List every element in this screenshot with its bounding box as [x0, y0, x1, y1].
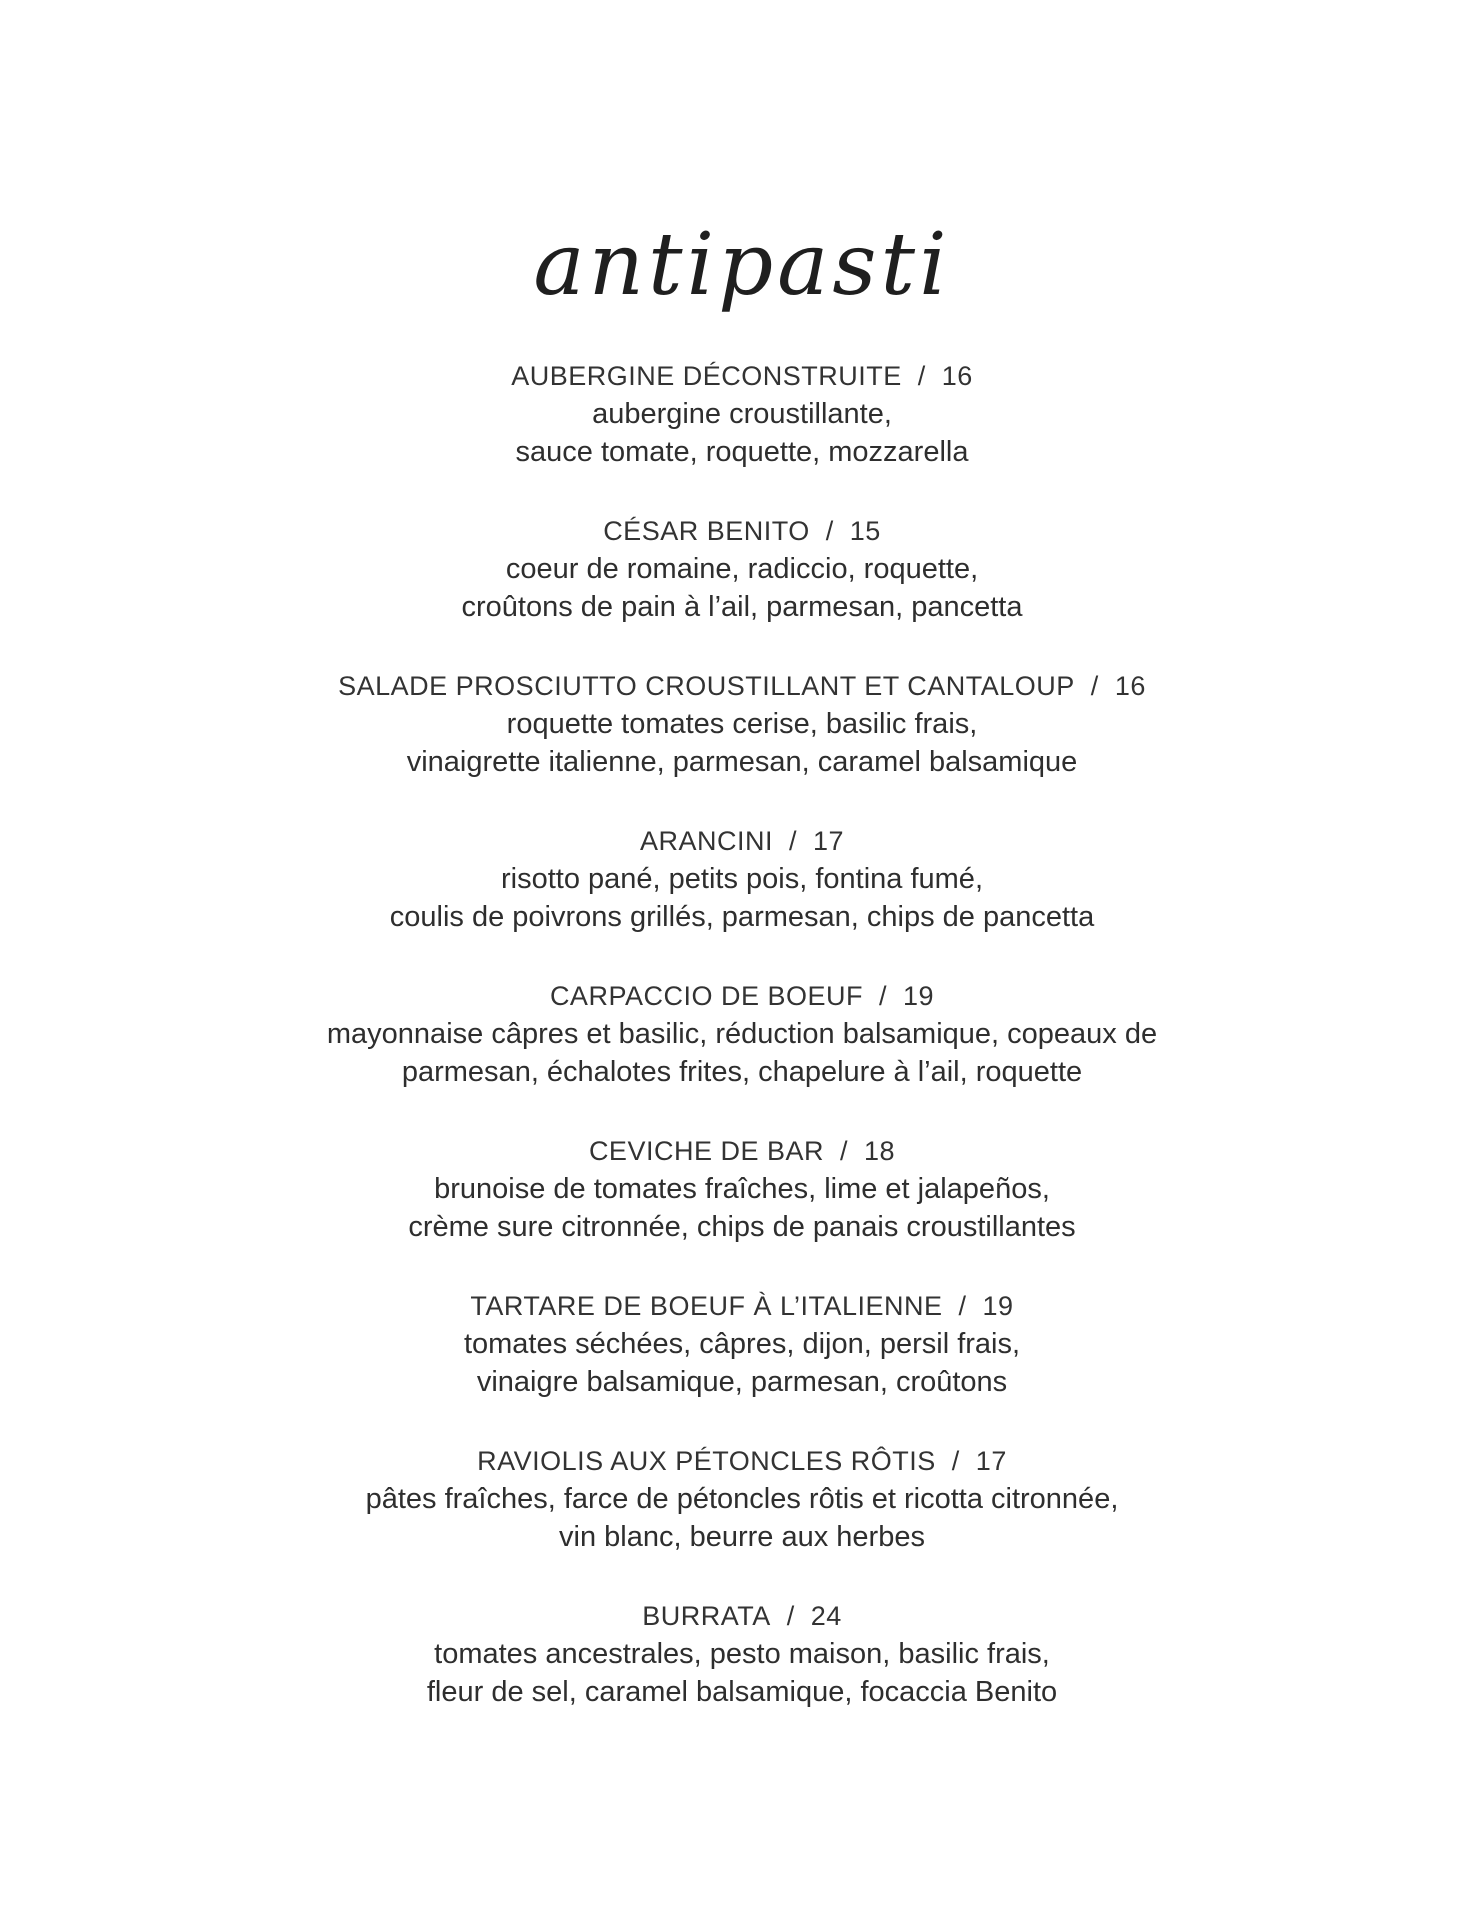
description-line: fleur de sel, caramel balsamique, focaccia Benito — [426, 1676, 1058, 1708]
menu-item-price: 17 — [812, 826, 845, 856]
description-line: croûtons de pain à l’ail, parmesan, pancetta — [461, 591, 1023, 623]
description-line: vinaigre balsamique, parmesan, croûtons — [476, 1366, 1008, 1398]
menu-item-price: 17 — [975, 1446, 1007, 1476]
menu-item-heading — [0, 357, 1484, 395]
menu-items-list — [0, 357, 1484, 1752]
description-line: coeur de romaine, radiccio, roquette, — [505, 553, 979, 585]
description-line: parmesan, échalotes frites, chapelure à l’ail, roquette — [401, 1056, 1083, 1088]
description-line: tomates séchées, câpres, dijon, persil frais, — [463, 1328, 1021, 1360]
menu-item-heading — [0, 977, 1484, 1015]
menu-item-price: 16 — [941, 361, 973, 391]
description-line: coulis de poivrons grillés, parmesan, chips de pancetta — [389, 901, 1095, 933]
title-container — [0, 215, 1484, 315]
menu-item — [0, 1287, 1484, 1442]
menu-item — [0, 977, 1484, 1132]
description-line: risotto pané, petits pois, fontina fumé, — [501, 863, 983, 895]
price-separator: / — [942, 1291, 983, 1321]
menu-item — [0, 1132, 1484, 1287]
menu-item-description — [0, 395, 1484, 471]
menu-item — [0, 1442, 1484, 1597]
menu-item — [0, 1597, 1484, 1752]
menu-item-price: 19 — [903, 981, 935, 1011]
menu-item-price: 24 — [810, 1601, 842, 1631]
description-line: aubergine croustillante, — [592, 398, 892, 430]
menu-item-heading — [0, 512, 1484, 550]
menu-item — [0, 357, 1484, 512]
price-separator: / — [824, 1136, 865, 1166]
menu-section-title: antipasti — [533, 215, 951, 315]
menu-item — [0, 822, 1484, 977]
description-line: crème sure citronnée, chips de panais croustillantes — [408, 1211, 1076, 1243]
menu-item — [0, 512, 1484, 667]
menu-item-name: RAVIOLIS AUX PÉTONCLES RÔTIS — [477, 1446, 936, 1476]
menu-item-heading — [0, 1287, 1484, 1325]
menu-item-price: 15 — [849, 516, 881, 546]
menu-item-description — [0, 705, 1484, 781]
price-separator: / — [809, 516, 850, 546]
menu-item-description — [0, 1480, 1484, 1556]
menu-item-price: 18 — [864, 1136, 896, 1166]
price-separator: / — [772, 826, 813, 856]
menu-item-price: 19 — [982, 1291, 1014, 1321]
menu-item-name: ARANCINI — [639, 826, 773, 856]
price-separator: / — [935, 1446, 976, 1476]
price-separator: / — [1074, 671, 1115, 701]
price-separator: / — [770, 1601, 811, 1631]
menu-item-heading — [0, 1132, 1484, 1170]
description-line: mayonnaise câpres et basilic, réduction balsamique, copeaux de — [326, 1018, 1158, 1050]
menu-item — [0, 667, 1484, 822]
description-line: sauce tomate, roquette, mozzarella — [515, 436, 969, 468]
menu-item-name: CARPACCIO DE BOEUF — [549, 981, 863, 1011]
menu-item-description — [0, 1170, 1484, 1246]
description-line: tomates ancestrales, pesto maison, basilic frais, — [434, 1638, 1050, 1670]
menu-item-heading — [0, 1442, 1484, 1480]
menu-item-name: BURRATA — [642, 1601, 771, 1631]
price-separator: / — [901, 361, 942, 391]
menu-item-name: CEVICHE DE BAR — [588, 1136, 824, 1166]
description-line: vinaigrette italienne, parmesan, caramel balsamique — [406, 746, 1078, 778]
menu-item-description — [0, 1325, 1484, 1401]
menu-item-name: AUBERGINE DÉCONSTRUITE — [511, 361, 902, 391]
menu-item-price: 16 — [1114, 671, 1146, 701]
menu-item-description — [0, 550, 1484, 626]
menu-item-name: CÉSAR BENITO — [603, 516, 810, 546]
menu-item-description — [0, 1015, 1484, 1091]
description-line: pâtes fraîches, farce de pétoncles rôtis et ricotta citronnée, — [365, 1483, 1119, 1515]
menu-item-name: SALADE PROSCIUTTO CROUSTILLANT ET CANTALOUP — [338, 671, 1075, 701]
description-line: roquette tomates cerise, basilic frais, — [506, 708, 978, 740]
menu-item-heading — [0, 822, 1484, 860]
menu-item-description — [0, 860, 1484, 936]
menu-item-description — [0, 1635, 1484, 1711]
description-line: brunoise de tomates fraîches, lime et jalapeños, — [434, 1173, 1050, 1205]
description-line: vin blanc, beurre aux herbes — [559, 1521, 925, 1553]
menu-item-heading — [0, 667, 1484, 705]
menu-item-name: TARTARE DE BOEUF À L’ITALIENNE — [470, 1291, 943, 1321]
menu-item-heading — [0, 1597, 1484, 1635]
price-separator: / — [862, 981, 903, 1011]
